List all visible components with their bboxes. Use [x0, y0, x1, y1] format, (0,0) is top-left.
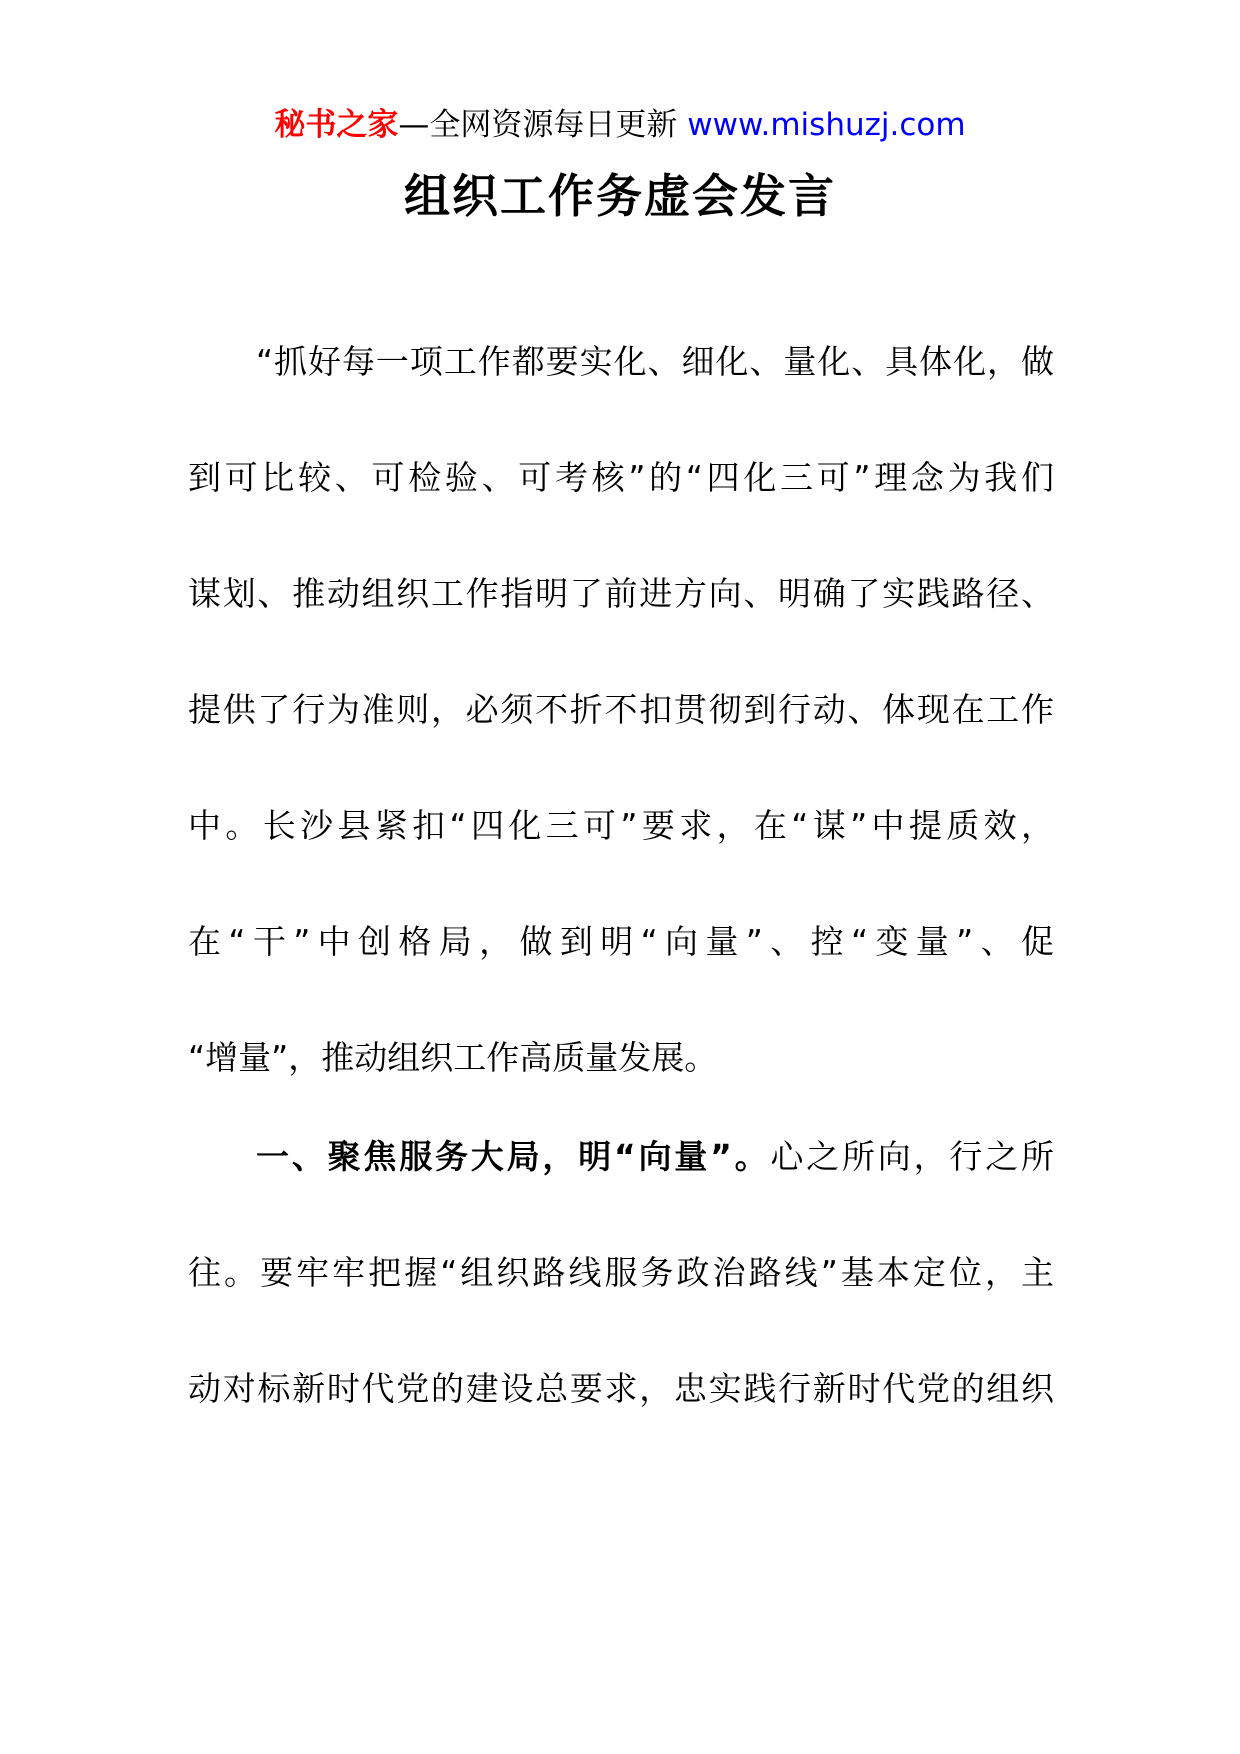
site-brand: 秘书之家: [274, 107, 399, 143]
paragraph-1-line-4: 提供了行为准则，必须不折不扣贯彻到行动、体现在工作: [188, 690, 1054, 729]
section-heading: 一、聚焦服务大局，明“向量”。: [256, 1137, 771, 1176]
paragraph-2-line-1-text: 心之所向，行之所: [770, 1137, 1054, 1176]
paragraph-1-line-7: “增量”，推动组织工作高质量发展。: [188, 1038, 718, 1077]
paragraph-2-line-2: 往。要牢牢把握“组织路线服务政治路线”基本定位，主: [188, 1253, 1054, 1292]
site-url-link[interactable]: www.mishuzj.com: [687, 107, 966, 143]
paragraph-2-line-1: [188, 1127, 1054, 1187]
paragraph-1-line-3: 谋划、推动组织工作指明了前进方向、明确了实践路径、: [188, 574, 1054, 613]
paragraph-2-line-3: 动对标新时代党的建设总要求，忠实践行新时代党的组织: [188, 1369, 1054, 1408]
paragraph-1-line-5: 中。长沙县紧扣“四化三可”要求，在“谋”中提质效，: [188, 806, 1054, 845]
document-title: 组织工作务虚会发言: [404, 169, 836, 223]
paragraph-1-line-1: “抓好每一项工作都要实化、细化、量化、具体化，做: [256, 342, 1054, 381]
paragraph-1-line-2: 到可比较、可检验、可考核”的“四化三可”理念为我们: [188, 458, 1054, 497]
paragraph-1-line-6: 在“干”中创格局，做到明“向量”、控“变量”、促: [188, 922, 1054, 961]
site-tagline: —全网资源每日更新: [398, 107, 688, 143]
site-header: [0, 100, 1240, 150]
